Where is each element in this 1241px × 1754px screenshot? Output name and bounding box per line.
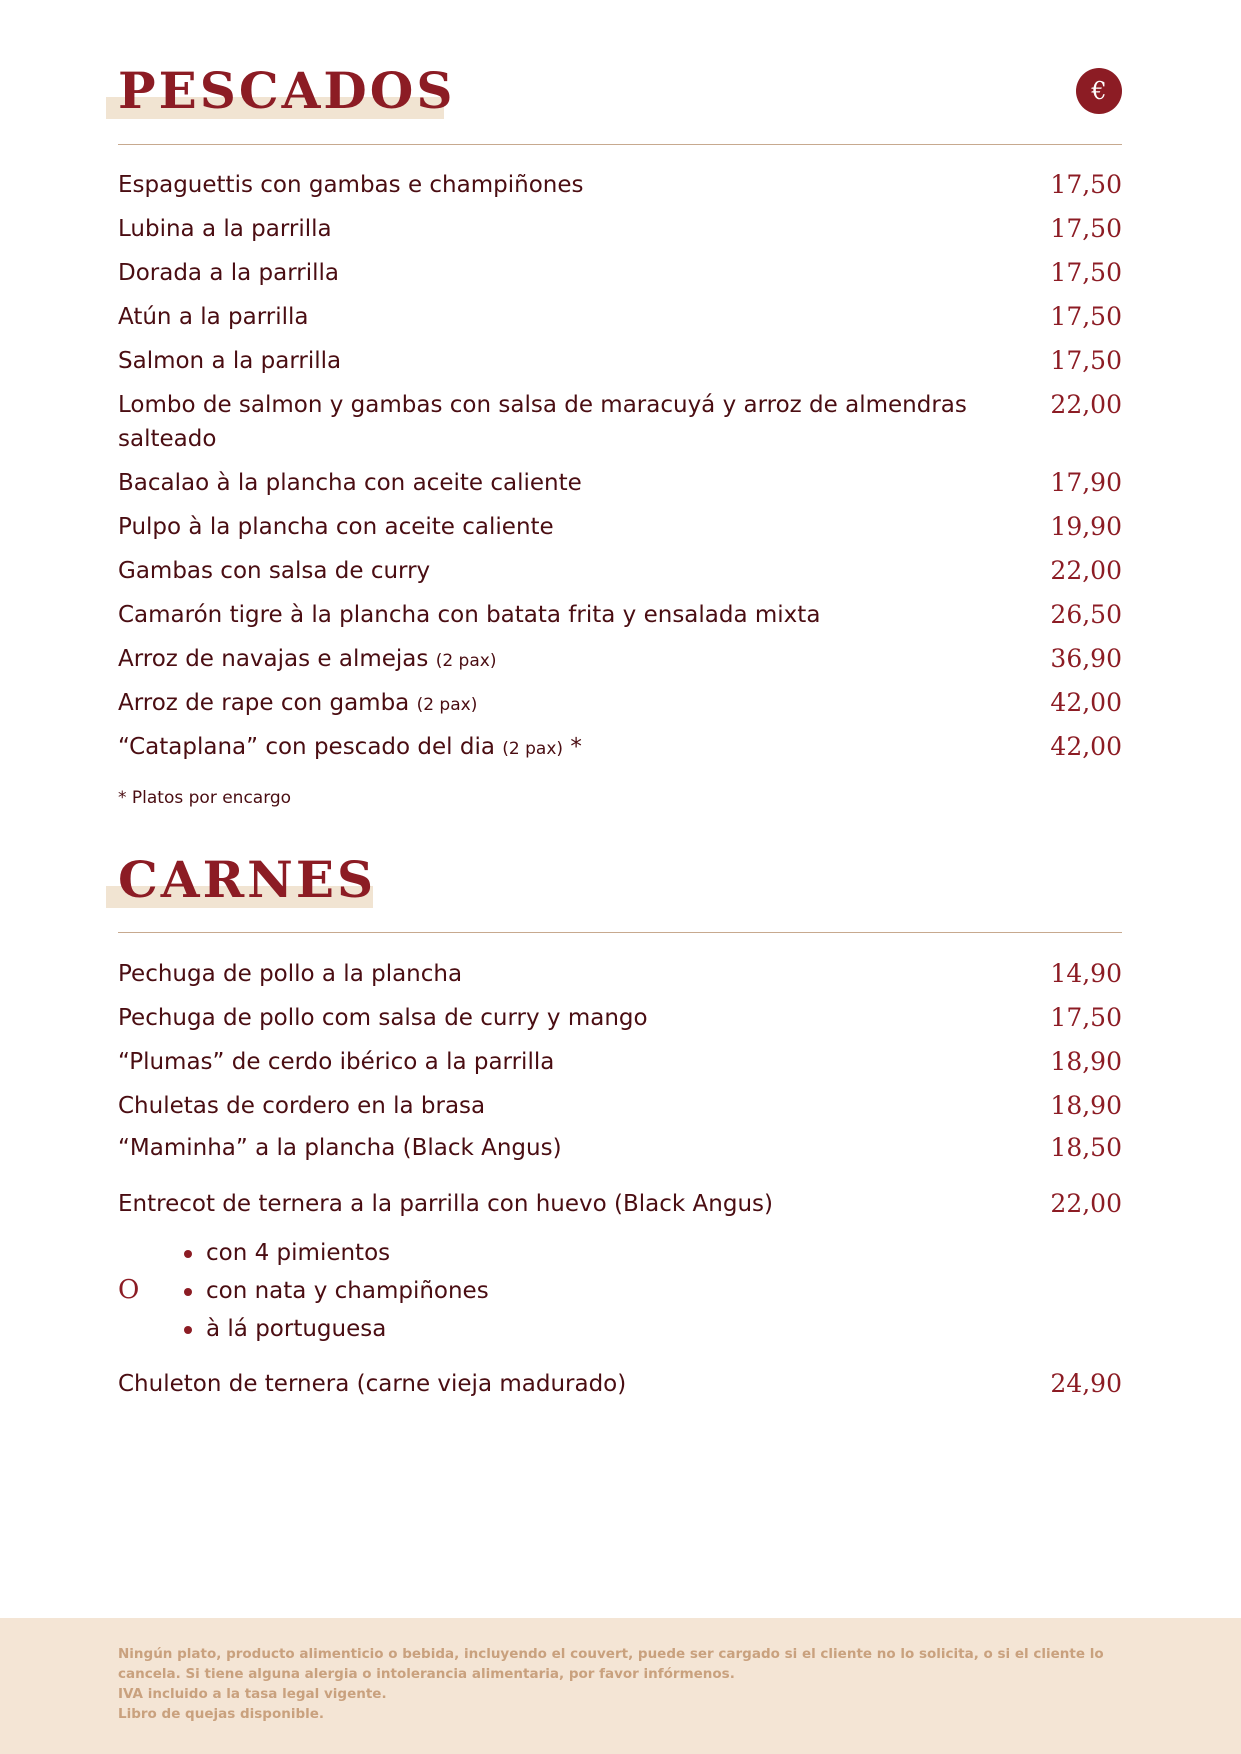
- section-divider: [118, 932, 1122, 933]
- option-letter: O: [118, 1275, 140, 1305]
- section-divider: [118, 144, 1122, 145]
- item-price: 24,90: [1050, 1369, 1122, 1398]
- item-name: [118, 686, 978, 722]
- item-price: 18,50: [1050, 1133, 1122, 1162]
- item-price: 17,50: [1050, 302, 1122, 331]
- item-name: Lombo de salmon y gambas con salsa de maracuyá y arroz de almendras salteado: [118, 392, 967, 452]
- item-name: Entrecot de ternera a la parrilla con huevo (Black Angus): [118, 1191, 773, 1217]
- item-name-text: “Cataplana” con pescado del dia: [118, 734, 495, 760]
- option-item: con nata y champiñones: [182, 1272, 489, 1310]
- item-price: 42,00: [1050, 732, 1122, 761]
- item-pax: (2 pax): [416, 695, 478, 715]
- item-price: 22,00: [1050, 556, 1122, 585]
- footer-line: Ningún plato, producto alimenticio o bebida, incluyendo el couvert, puede ser cargado si el cliente no lo solicita, o si el cliente lo cancela. Si tiene alguna alergia o intolerancia alimentaria, por favor infórmenos.: [118, 1646, 1104, 1682]
- item-name-text: Arroz de navajas e almejas: [118, 646, 429, 672]
- item-price: 36,90: [1050, 644, 1122, 673]
- legal-footer: [0, 1618, 1241, 1754]
- footnote: * Platos por encargo: [118, 788, 292, 808]
- fish-section-header: [118, 61, 1122, 146]
- item-price: 19,90: [1050, 512, 1122, 541]
- footer-line: IVA incluido a la tasa legal vigente.: [118, 1686, 387, 1702]
- item-price: 14,90: [1050, 959, 1122, 988]
- item-name: Lubina a la parrilla: [118, 216, 332, 242]
- item-pax: (2 pax): [435, 651, 497, 671]
- item-name: [118, 642, 978, 678]
- item-name: Pechuga de pollo a la plancha: [118, 961, 463, 987]
- item-name: Bacalao à la plancha con aceite caliente: [118, 470, 582, 496]
- item-price: 17,50: [1050, 258, 1122, 287]
- item-name: [118, 730, 978, 766]
- item-name: “Plumas” de cerdo ibérico a la parrilla: [118, 1049, 555, 1075]
- footer-line: Libro de quejas disponible.: [118, 1706, 325, 1722]
- item-name: Gambas con salsa de curry: [118, 558, 431, 584]
- item-price: 18,90: [1050, 1091, 1122, 1120]
- item-price: 42,00: [1050, 688, 1122, 717]
- euro-icon: €: [1076, 68, 1122, 114]
- item-price: 22,00: [1050, 1189, 1122, 1218]
- item-price: 18,90: [1050, 1047, 1122, 1076]
- item-name: Pulpo à la plancha con aceite caliente: [118, 514, 554, 540]
- item-name: “Maminha” a la plancha (Black Angus): [118, 1135, 562, 1161]
- option-item: con 4 pimientos: [182, 1234, 489, 1272]
- item-price: 17,50: [1050, 170, 1122, 199]
- meat-section-title: CARNES: [118, 850, 377, 909]
- item-name-text: Arroz de rape con gamba: [118, 690, 410, 716]
- entrecot-options: [182, 1234, 489, 1348]
- item-name: Chuletas de cordero en la brasa: [118, 1093, 486, 1119]
- item-price: 17,50: [1050, 346, 1122, 375]
- item-name: Espaguettis con gambas e champiñones: [118, 172, 584, 198]
- item-price: 22,00: [1050, 390, 1122, 419]
- item-pax: (2 pax): [502, 739, 564, 759]
- item-price: 17,90: [1050, 468, 1122, 497]
- item-name: Dorada a la parrilla: [118, 260, 340, 286]
- item-price: 17,50: [1050, 214, 1122, 243]
- fish-section-title: PESCADOS: [118, 61, 456, 120]
- footer-text: [118, 1644, 1128, 1724]
- meat-section-header: [118, 850, 1122, 935]
- item-name: Chuleton de ternera (carne vieja madurado): [118, 1371, 627, 1397]
- item-name: Pechuga de pollo com salsa de curry y mango: [118, 1005, 648, 1031]
- item-price: 17,50: [1050, 1003, 1122, 1032]
- item-name: Salmon a la parrilla: [118, 348, 342, 374]
- option-item: à lá portuguesa: [182, 1310, 489, 1348]
- item-suffix: *: [570, 734, 582, 760]
- item-price: 26,50: [1050, 600, 1122, 629]
- item-name: Atún a la parrilla: [118, 304, 309, 330]
- item-name: Camarón tigre à la plancha con batata frita y ensalada mixta: [118, 602, 821, 628]
